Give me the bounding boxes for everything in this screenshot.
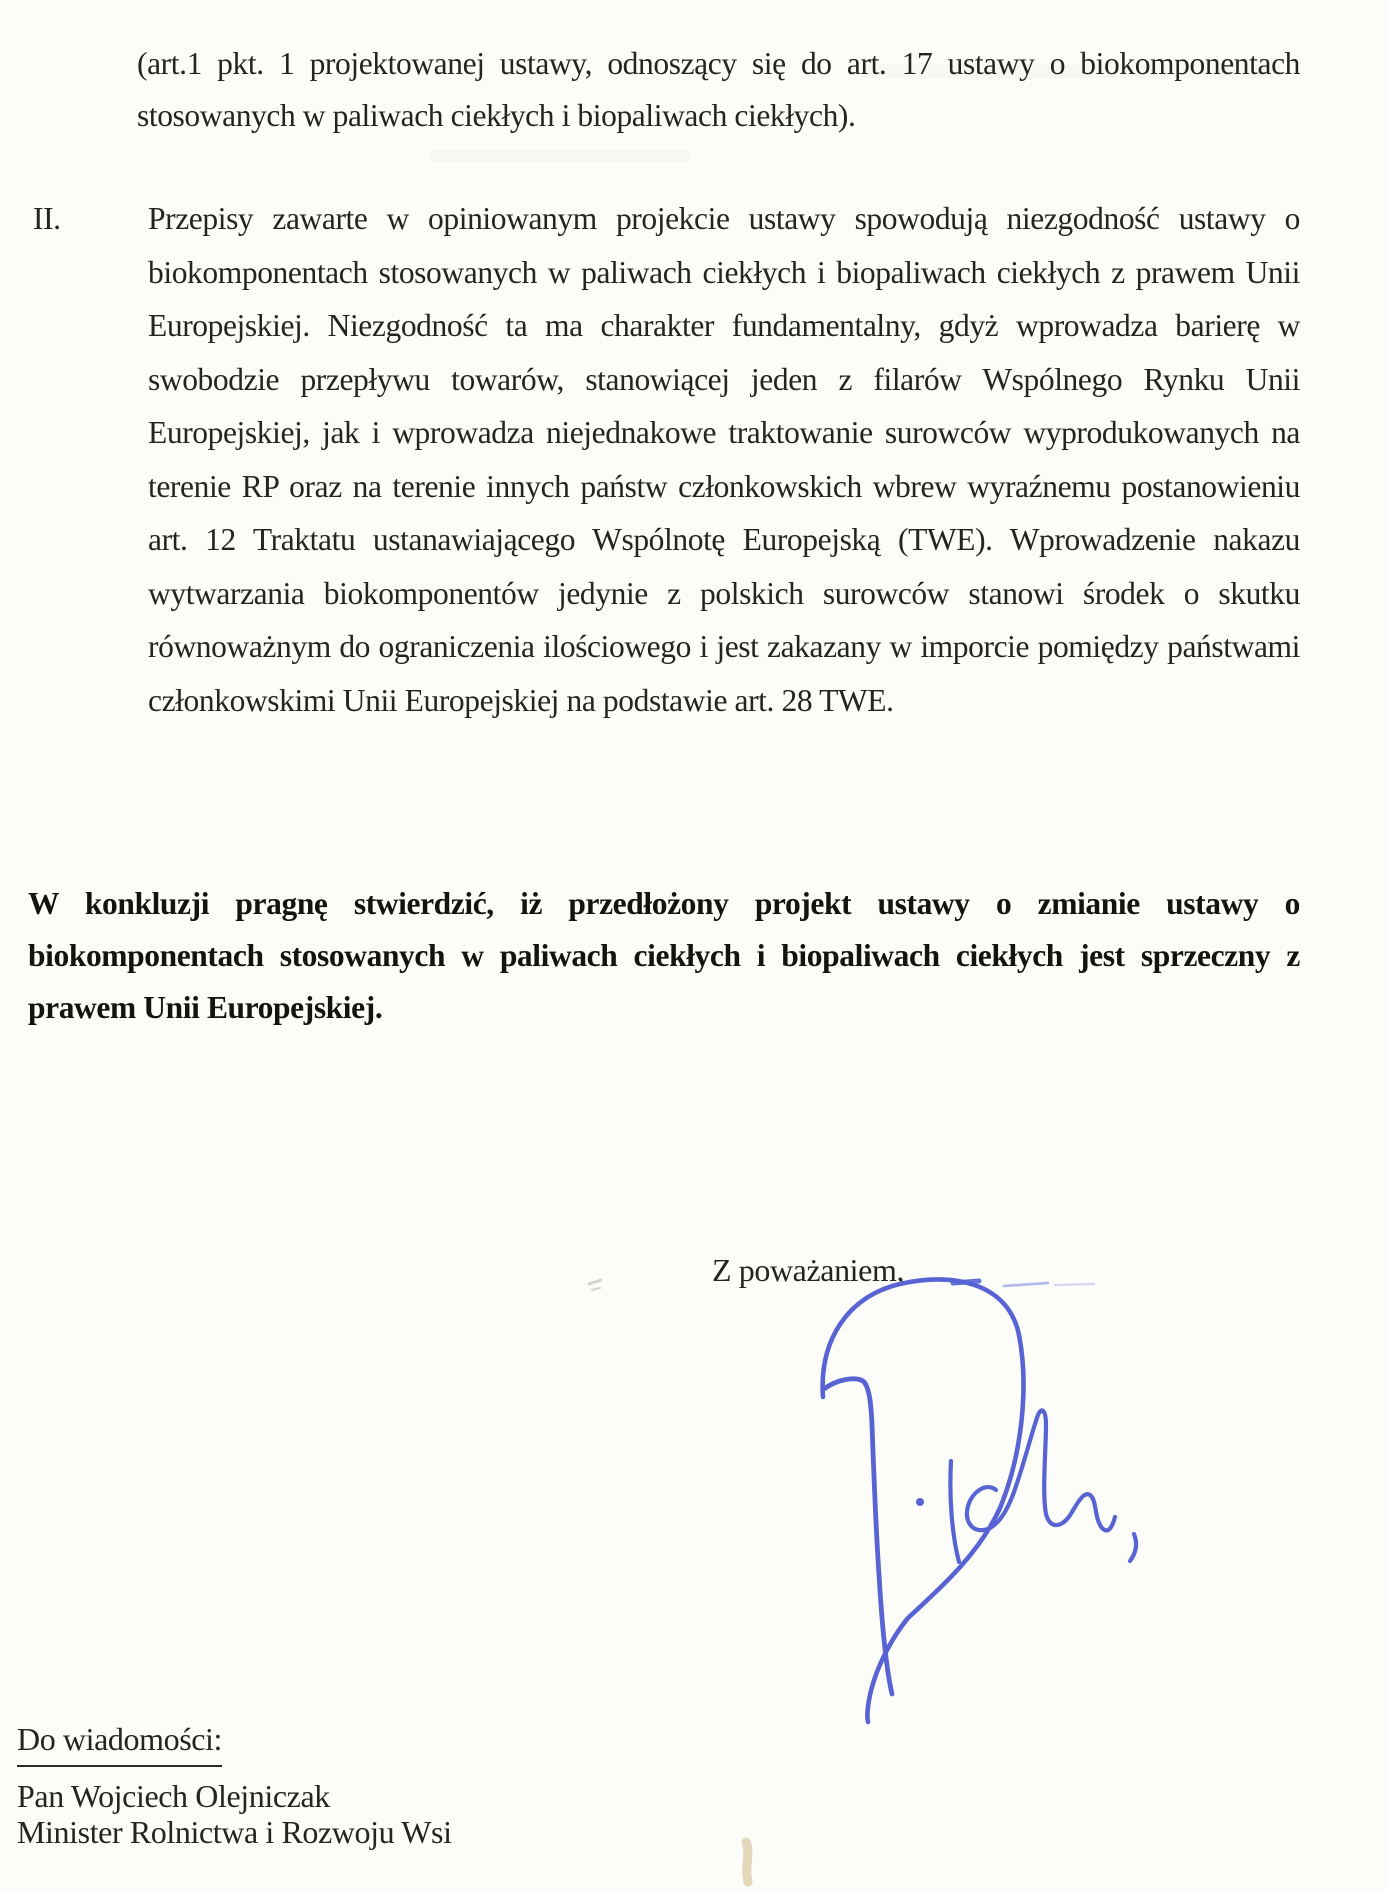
cc-heading xyxy=(17,1717,222,1767)
text-line: (art.1 pkt. 1 projektowanej ustawy, odnoszący się do art. 17 ustawy o biokomponentach xyxy=(137,46,1300,81)
text-line: Europejskiej, jak i wprowadza niejednakowe traktowanie surowców wyprodukowanych na xyxy=(148,415,1300,450)
text-line: art. 12 Traktatu ustanawiającego Wspólnotę Europejską (TWE). Wprowadzenie nakazu xyxy=(148,522,1300,557)
conclusion-paragraph xyxy=(28,878,1300,1034)
text-line: wytwarzania biokomponentów jedynie z polskich surowców stanowi środek o skutku xyxy=(148,575,1300,611)
text-line: biokomponentach stosowanych w paliwach ciekłych i biopaliwach ciekłych jest sprzeczny z xyxy=(28,938,1300,973)
closing-salutation: Z poważaniem, xyxy=(712,1252,905,1288)
text-line: W konkluzji pragnę stwierdzić, iż przedłożony projekt ustawy o zmianie ustawy o xyxy=(28,886,1300,921)
cc-recipient-name: Pan Wojciech Olejniczak xyxy=(17,1778,330,1814)
text-line: stosowanych w paliwach ciekłych i biopaliwach ciekłych). xyxy=(137,98,856,133)
cc-block xyxy=(17,1778,452,1850)
paper-blemish xyxy=(746,1842,748,1882)
text-line: członkowskimi Unii Europejskiej na podstawie art. 28 TWE. xyxy=(148,682,894,718)
scan-ghost-streak xyxy=(430,150,690,162)
text-line: Przepisy zawarte w opiniowanym projekcie ustawy spowodują niezgodność ustawy o xyxy=(148,201,1300,236)
cc-recipient-title: Minister Rolnictwa i Rozwoju Wsi xyxy=(17,1814,452,1850)
section-ii-paragraph xyxy=(148,192,1300,727)
cc-heading-text: Do wiadomości: xyxy=(17,1717,222,1767)
text-line: biokomponentach stosowanych w paliwach ciekłych i biopaliwach ciekłych z prawem Unii xyxy=(148,254,1300,290)
text-line: swobodzie przepływu towarów, stanowiącej jeden z filarów Wspólnego Rynku Unii xyxy=(148,361,1300,397)
intro-paragraph xyxy=(137,38,1300,142)
text-line: terenie RP oraz na terenie innych państw członkowskich wbrew wyraźnemu postanowieniu xyxy=(148,468,1300,504)
section-ii-marker: II. xyxy=(33,201,61,236)
text-line: Europejskiej. Niezgodność ta ma charakter fundamentalny, gdyż wprowadza barierę w xyxy=(148,308,1300,343)
text-line: prawem Unii Europejskiej. xyxy=(28,990,383,1025)
text-line: równoważnym do ograniczenia ilościowego i jest zakazany w imporcie pomiędzy państwami xyxy=(148,629,1300,664)
scan-smudge xyxy=(589,1280,601,1290)
